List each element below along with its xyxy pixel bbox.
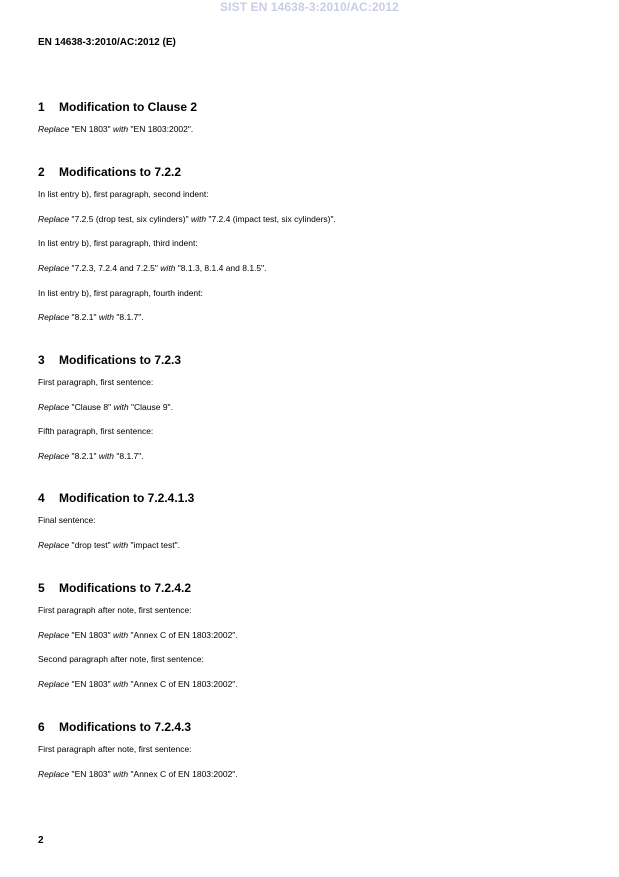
section-number: 5 (38, 581, 45, 595)
section-heading (38, 351, 598, 369)
old-text: "EN 1803" (69, 679, 114, 690)
instruction-line: First paragraph, first sentence: (38, 377, 154, 387)
section-heading (38, 579, 598, 597)
instruction-line: First paragraph after note, first sentence: (38, 605, 192, 615)
old-text: "7.2.3, 7.2.4 and 7.2.5" (69, 263, 161, 274)
with-keyword: with (98, 451, 114, 462)
section-4 (38, 489, 598, 562)
section-heading (38, 718, 598, 736)
section-title: Modifications to 7.2.4.2 (59, 581, 192, 595)
section-title: Modifications to 7.2.4.3 (59, 720, 192, 734)
new-text: "Annex C of EN 1803:2002". (128, 629, 238, 640)
new-text: "Annex C of EN 1803:2002". (128, 768, 238, 779)
old-text: "8.2.1" (69, 312, 99, 323)
replace-keyword: Replace (38, 629, 70, 640)
section-title: Modification to Clause 2 (59, 100, 198, 114)
instruction-line: In list entry b), first paragraph, third indent: (38, 238, 198, 249)
old-text: "7.2.5 (drop test, six cylinders)" (69, 213, 191, 224)
new-text: "Annex C of EN 1803:2002". (128, 679, 238, 690)
with-keyword: with (113, 124, 129, 134)
section-2 (38, 163, 598, 335)
replace-line (38, 628, 598, 653)
instruction-line: In list entry b), first paragraph, fourth indent: (38, 287, 203, 298)
section-5 (38, 579, 598, 702)
new-text: "8.1.7". (113, 451, 144, 462)
new-text: "8.1.3, 8.1.4 and 8.1.5". (175, 263, 267, 274)
old-text: "EN 1803" (69, 124, 114, 134)
old-text: "EN 1803" (69, 768, 114, 779)
with-keyword: with (160, 263, 176, 274)
replace-keyword: Replace (38, 679, 70, 690)
new-text: "7.2.4 (impact test, six cylinders)". (206, 213, 336, 224)
replace-line (38, 538, 598, 563)
section-number: 4 (38, 491, 45, 505)
replace-line (38, 122, 598, 147)
replace-line (38, 767, 598, 792)
replace-keyword: Replace (38, 312, 70, 323)
replace-line (38, 212, 598, 237)
replace-line (38, 449, 598, 474)
document-identifier: EN 14638-3:2010/AC:2012 (E) (38, 37, 176, 48)
watermark: SIST EN 14638-3:2010/AC:2012 (220, 0, 399, 14)
section-3 (38, 351, 598, 474)
instruction-line: Fifth paragraph, first sentence: (38, 426, 154, 437)
section-heading (38, 163, 598, 181)
section-number: 1 (38, 100, 45, 114)
with-keyword: with (113, 401, 129, 412)
replace-line (38, 400, 598, 425)
new-text: "EN 1803:2002". (128, 124, 194, 134)
with-keyword: with (113, 539, 129, 550)
section-title: Modifications to 7.2.3 (59, 353, 182, 367)
old-text: "EN 1803" (69, 629, 114, 640)
instruction-line: First paragraph after note, first sentence: (38, 744, 192, 754)
replace-keyword: Replace (38, 263, 70, 274)
with-keyword: with (98, 312, 114, 323)
with-keyword: with (113, 629, 129, 640)
replace-keyword: Replace (38, 401, 70, 412)
replace-keyword: Replace (38, 768, 70, 779)
replace-keyword: Replace (38, 213, 70, 224)
section-1 (38, 98, 598, 147)
section-heading (38, 489, 598, 507)
section-number: 3 (38, 353, 45, 367)
old-text: "Clause 8" (69, 401, 114, 412)
section-title: Modification to 7.2.4.1.3 (59, 491, 195, 505)
replace-keyword: Replace (38, 451, 70, 462)
instruction-line: Final sentence: (38, 515, 96, 525)
replace-keyword: Replace (38, 539, 70, 550)
with-keyword: with (113, 679, 129, 690)
old-text: "drop test" (69, 539, 114, 550)
section-title: Modifications to 7.2.2 (59, 165, 182, 179)
replace-line (38, 261, 598, 286)
instruction-line: In list entry b), first paragraph, second indent: (38, 189, 209, 199)
section-number: 6 (38, 720, 45, 734)
replace-keyword: Replace (38, 124, 70, 134)
replace-line (38, 310, 598, 335)
new-text: "impact test". (128, 539, 181, 550)
page-number: 2 (38, 835, 44, 846)
section-heading (38, 98, 598, 116)
with-keyword: with (113, 768, 129, 779)
section-6 (38, 718, 598, 791)
replace-line (38, 677, 598, 702)
section-number: 2 (38, 165, 45, 179)
old-text: "8.2.1" (69, 451, 99, 462)
with-keyword: with (190, 213, 207, 224)
instruction-line: Second paragraph after note, first sentence: (38, 654, 204, 665)
new-text: "Clause 9". (128, 401, 173, 412)
new-text: "8.1.7". (113, 312, 144, 323)
